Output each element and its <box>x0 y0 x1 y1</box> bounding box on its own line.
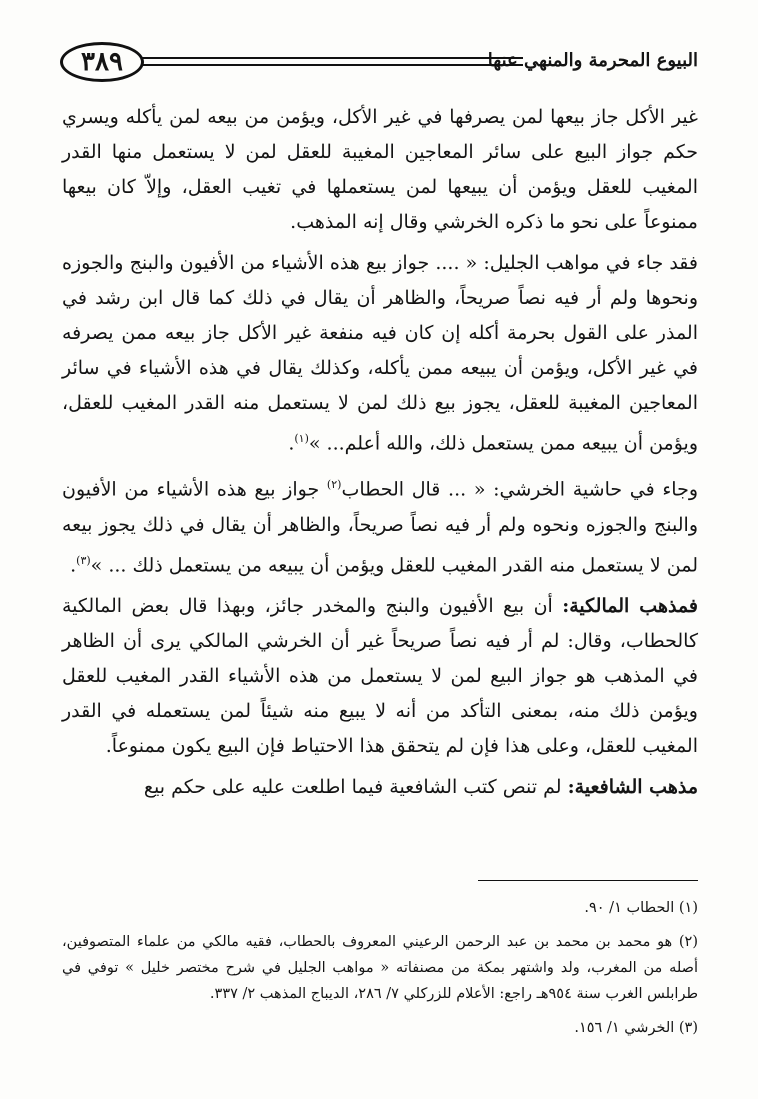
paragraph-1: غير الأكل جاز بيعها لمن يصرفها في غير الأكل، ويؤمن من بيعه لمن يأكله ويسري حكم جواز البيع على سائر المعاجين المغيبة للعقل لمن لا يستعمل منها القدر المغيب للعقل ويؤمن أن يبيعها لمن يستعملها في تغيب العقل، وإلاّ كان بيعها ممنوعاً على نحو ما ذكره الخرشي وقال إنه المذهب. <box>62 106 698 233</box>
maliki-heading: فمذهب المالكية: <box>562 594 699 617</box>
footnote-2: (٢) هو محمد بن محمد بن عبد الرحمن الرعيني المعروف بالحطاب، فقيه مالكي من علماء المتصوفين، أصله من المغرب، ولد واشتهر بمكة من مصنفاته « مواهب الجليل في شرح مختصر خليل » توفي في طرابلس الغرب سنة ٩٥٤هـ راجع: الأعلام للزركلي ٧/ ٢٨٦، الديباج المذهب ٢/ ٣٣٧. <box>62 934 698 1002</box>
paragraph-5-text: لم تنص كتب الشافعية فيما اطلعت عليه على حكم بيع <box>143 775 568 798</box>
footnote-ref-1: (١) <box>294 432 309 445</box>
page-number: ٣٨٩ <box>60 42 144 82</box>
paragraph-5 <box>62 770 698 805</box>
main-text <box>62 100 698 811</box>
footnote-ref-2: (٢) <box>326 478 342 492</box>
paragraph-2-text: فقد جاء في مواهب الجليل: « .... جواز بيع هذه الأشياء من الأفيون والبنج والجوزه ونحوها ولم أر فيه نصاً صريحاً، والظاهر أن يقال في ذلك كما قال ابن رشد في المذر على القول بحرمة أكله إن كان فيه منفعة غير الأكل جاز بيعه ممن يصرفه في غير الأكل، ويؤمن أن يبيعه ممن يأكله، وكذلك يقال في هذه الأشياء في سائر المعاجين المغيبة للعقل، يجوز بيع ذلك لمن لا يستعمل منه القدر المغيب للعقل، ويؤمن أن يبيعه ممن يستعمل ذلك، والله أعلم... » <box>62 252 698 455</box>
page-header <box>60 42 698 86</box>
footnote-separator <box>478 880 698 881</box>
header-rule <box>140 57 523 71</box>
footnotes <box>62 895 698 1049</box>
paragraph-3: وجاء في حاشية الخرشي: « ... قال الحطاب$^{(٢)}$ جواز بيع هذه الأشياء من الأفيون والبنج والجوزه ونحوه ولم أر فيه نصاً صريحاً، والظاهر أن يقال في ذلك يجوز بيعه لمن لا يستعمل منه القدر المغيب للعقل ويؤمن أن يبيعه من يستعمل ذلك ... »$^{(٣)}$. <box>62 478 699 576</box>
footnote-3: (٣) الخرشي ١/ ١٥٦. <box>574 1020 698 1036</box>
paragraph-2: فقد جاء في مواهب الجليل: « .... جواز بيع هذه الأشياء من الأفيون والبنج والجوزه ونحوها ولم أر فيه نصاً صريحاً، والظاهر أن يقال في ذلك كما قال ابن رشد في المذر على القول بحرمة أكله إن كان فيه منفعة غير الأكل جاز بيعه ممن يصرفه في غير الأكل، ويؤمن أن يبيعه ممن يأكله، وكذلك يقال في هذه الأشياء في سائر المعاجين المغيبة للعقل، يجوز بيع ذلك لمن لا يستعمل منه القدر المغيب للعقل، ويؤمن أن يبيعه ممن يستعمل ذلك، والله أعلم... »$^{(١)}$. <box>62 252 698 455</box>
paragraph-4 <box>62 589 698 764</box>
paragraph-4-text: أن بيع الأفيون والبنج والمخدر جائز، وبهذا قال بعض المالكية كالحطاب، وقال: لم أر فيه نصاً صريحاً غير أن الخرشي المالكي يرى أن الظاهر في المذهب هو جواز البيع لمن لا يستعمل من هذه الأشياء القدر المغيب للعقل ويؤمن ذلك منه، بمعنى التأكد من أنه لا يبيع منه شيئاً لمن يستعمله في القدر المغيب للعقل، وعلى هذا فإن لم يتحقق هذا الاحتياط فإن البيع يكون ممنوعاً. <box>62 594 698 757</box>
paragraph-3-text-a: وجاء في حاشية الخرشي: « ... قال الحطاب <box>341 478 699 501</box>
paragraph-3-text-b: جواز بيع هذه الأشياء من الأفيون والبنج والجوزه ونحوه ولم أر فيه نصاً صريحاً، والظاهر أن يقال في ذلك يجوز بيعه لمن لا يستعمل منه القدر المغيب للعقل ويؤمن أن يبيعه من يستعمل ذلك ... » <box>62 478 698 576</box>
footnote-ref-3: (٣) <box>76 553 91 567</box>
running-title: البيوع المحرمة والمنهي عنها <box>487 50 698 71</box>
footnote-1: (١) الحطاب ١/ ٩٠. <box>584 900 698 916</box>
shafii-heading: مذهب الشافعية: <box>567 775 698 798</box>
